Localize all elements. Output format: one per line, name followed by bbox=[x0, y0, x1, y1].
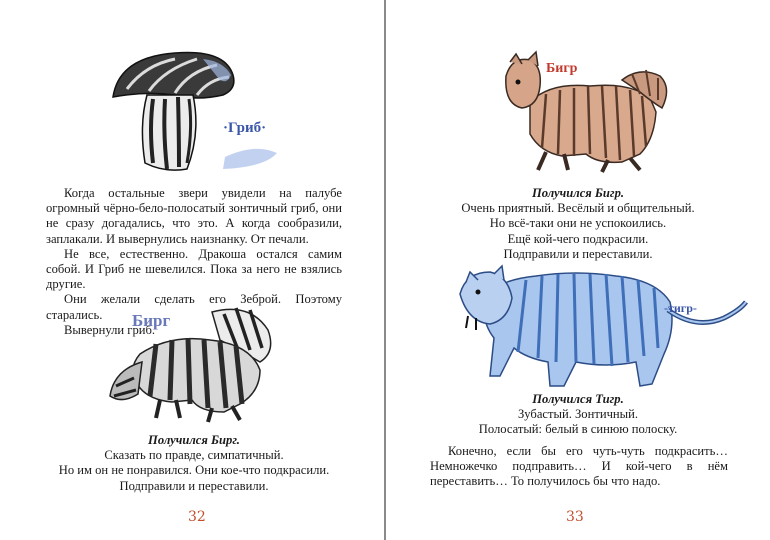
bigr-caption bbox=[446, 186, 710, 262]
mushroom-label: ·Гриб· bbox=[223, 120, 267, 136]
tigr-illustration bbox=[456, 258, 756, 394]
birg-illustration bbox=[100, 300, 280, 425]
birg-caption-title: Получился Бирг. bbox=[148, 433, 240, 447]
bigr-caption-line-2: Но всё-таки они не успокоились. bbox=[489, 216, 667, 231]
birg-caption bbox=[46, 433, 342, 494]
tigr-caption-title: Получился Тигр. bbox=[532, 392, 624, 406]
right-closing-paragraph: Конечно, если бы его чуть-чуть подкрасить… Немножечко подправить… И кой-чего в нём переставить… То получилось бы что надо. bbox=[430, 444, 728, 489]
birg-label: Бирг bbox=[132, 311, 171, 330]
left-paragraph-3: Они желали сделать его Зеброй. Поэтому старались. bbox=[46, 292, 342, 322]
page-number-right: 33 bbox=[566, 509, 584, 525]
birg-caption-line-3: Подправили и переставили. bbox=[119, 478, 269, 493]
birg-caption-line-2: Но им он не понравился. Они кое-что подкрасили. bbox=[58, 463, 330, 478]
tigr-caption-line-2: Полосатый: белый в синюю полоску. bbox=[478, 422, 678, 437]
tigr-label: -тигр- bbox=[664, 301, 697, 315]
bigr-label: Бигр bbox=[546, 61, 578, 76]
left-paragraph-1: Когда остальные звери увидели на палубе огромный чёрно-бело-полосатый зонтичный гриб, они не сразу догадались, что это. А когда сообразили, заплакали. И вывернулись наизнанку. От печали. bbox=[46, 186, 342, 246]
bigr-illustration bbox=[490, 42, 676, 177]
tigr-caption-line-1: Зубастый. Зонтичный. bbox=[517, 407, 639, 422]
page-number-left: 32 bbox=[188, 509, 206, 525]
right-page bbox=[386, 0, 770, 540]
bigr-caption-line-3: Ещё кой-чего подкрасили. bbox=[507, 231, 649, 246]
left-paragraph-4: Вывернули гриб. bbox=[64, 322, 156, 337]
bigr-caption-line-1: Очень приятный. Весёлый и общительный. bbox=[461, 201, 695, 216]
bigr-caption-line-4: Подправили и переставили. bbox=[503, 246, 653, 261]
tigr-caption bbox=[446, 392, 710, 438]
left-paragraph-2: Не все, естественно. Дракоша остался самим собой. И Гриб не шевелился. Пока за него не взялись другие. bbox=[46, 246, 342, 292]
birg-caption-line-1: Сказать по правде, симпатичный. bbox=[104, 448, 284, 463]
right-closing-text bbox=[430, 444, 728, 490]
mushroom-illustration bbox=[105, 45, 285, 180]
bigr-caption-title: Получился Бигр. bbox=[531, 186, 625, 200]
